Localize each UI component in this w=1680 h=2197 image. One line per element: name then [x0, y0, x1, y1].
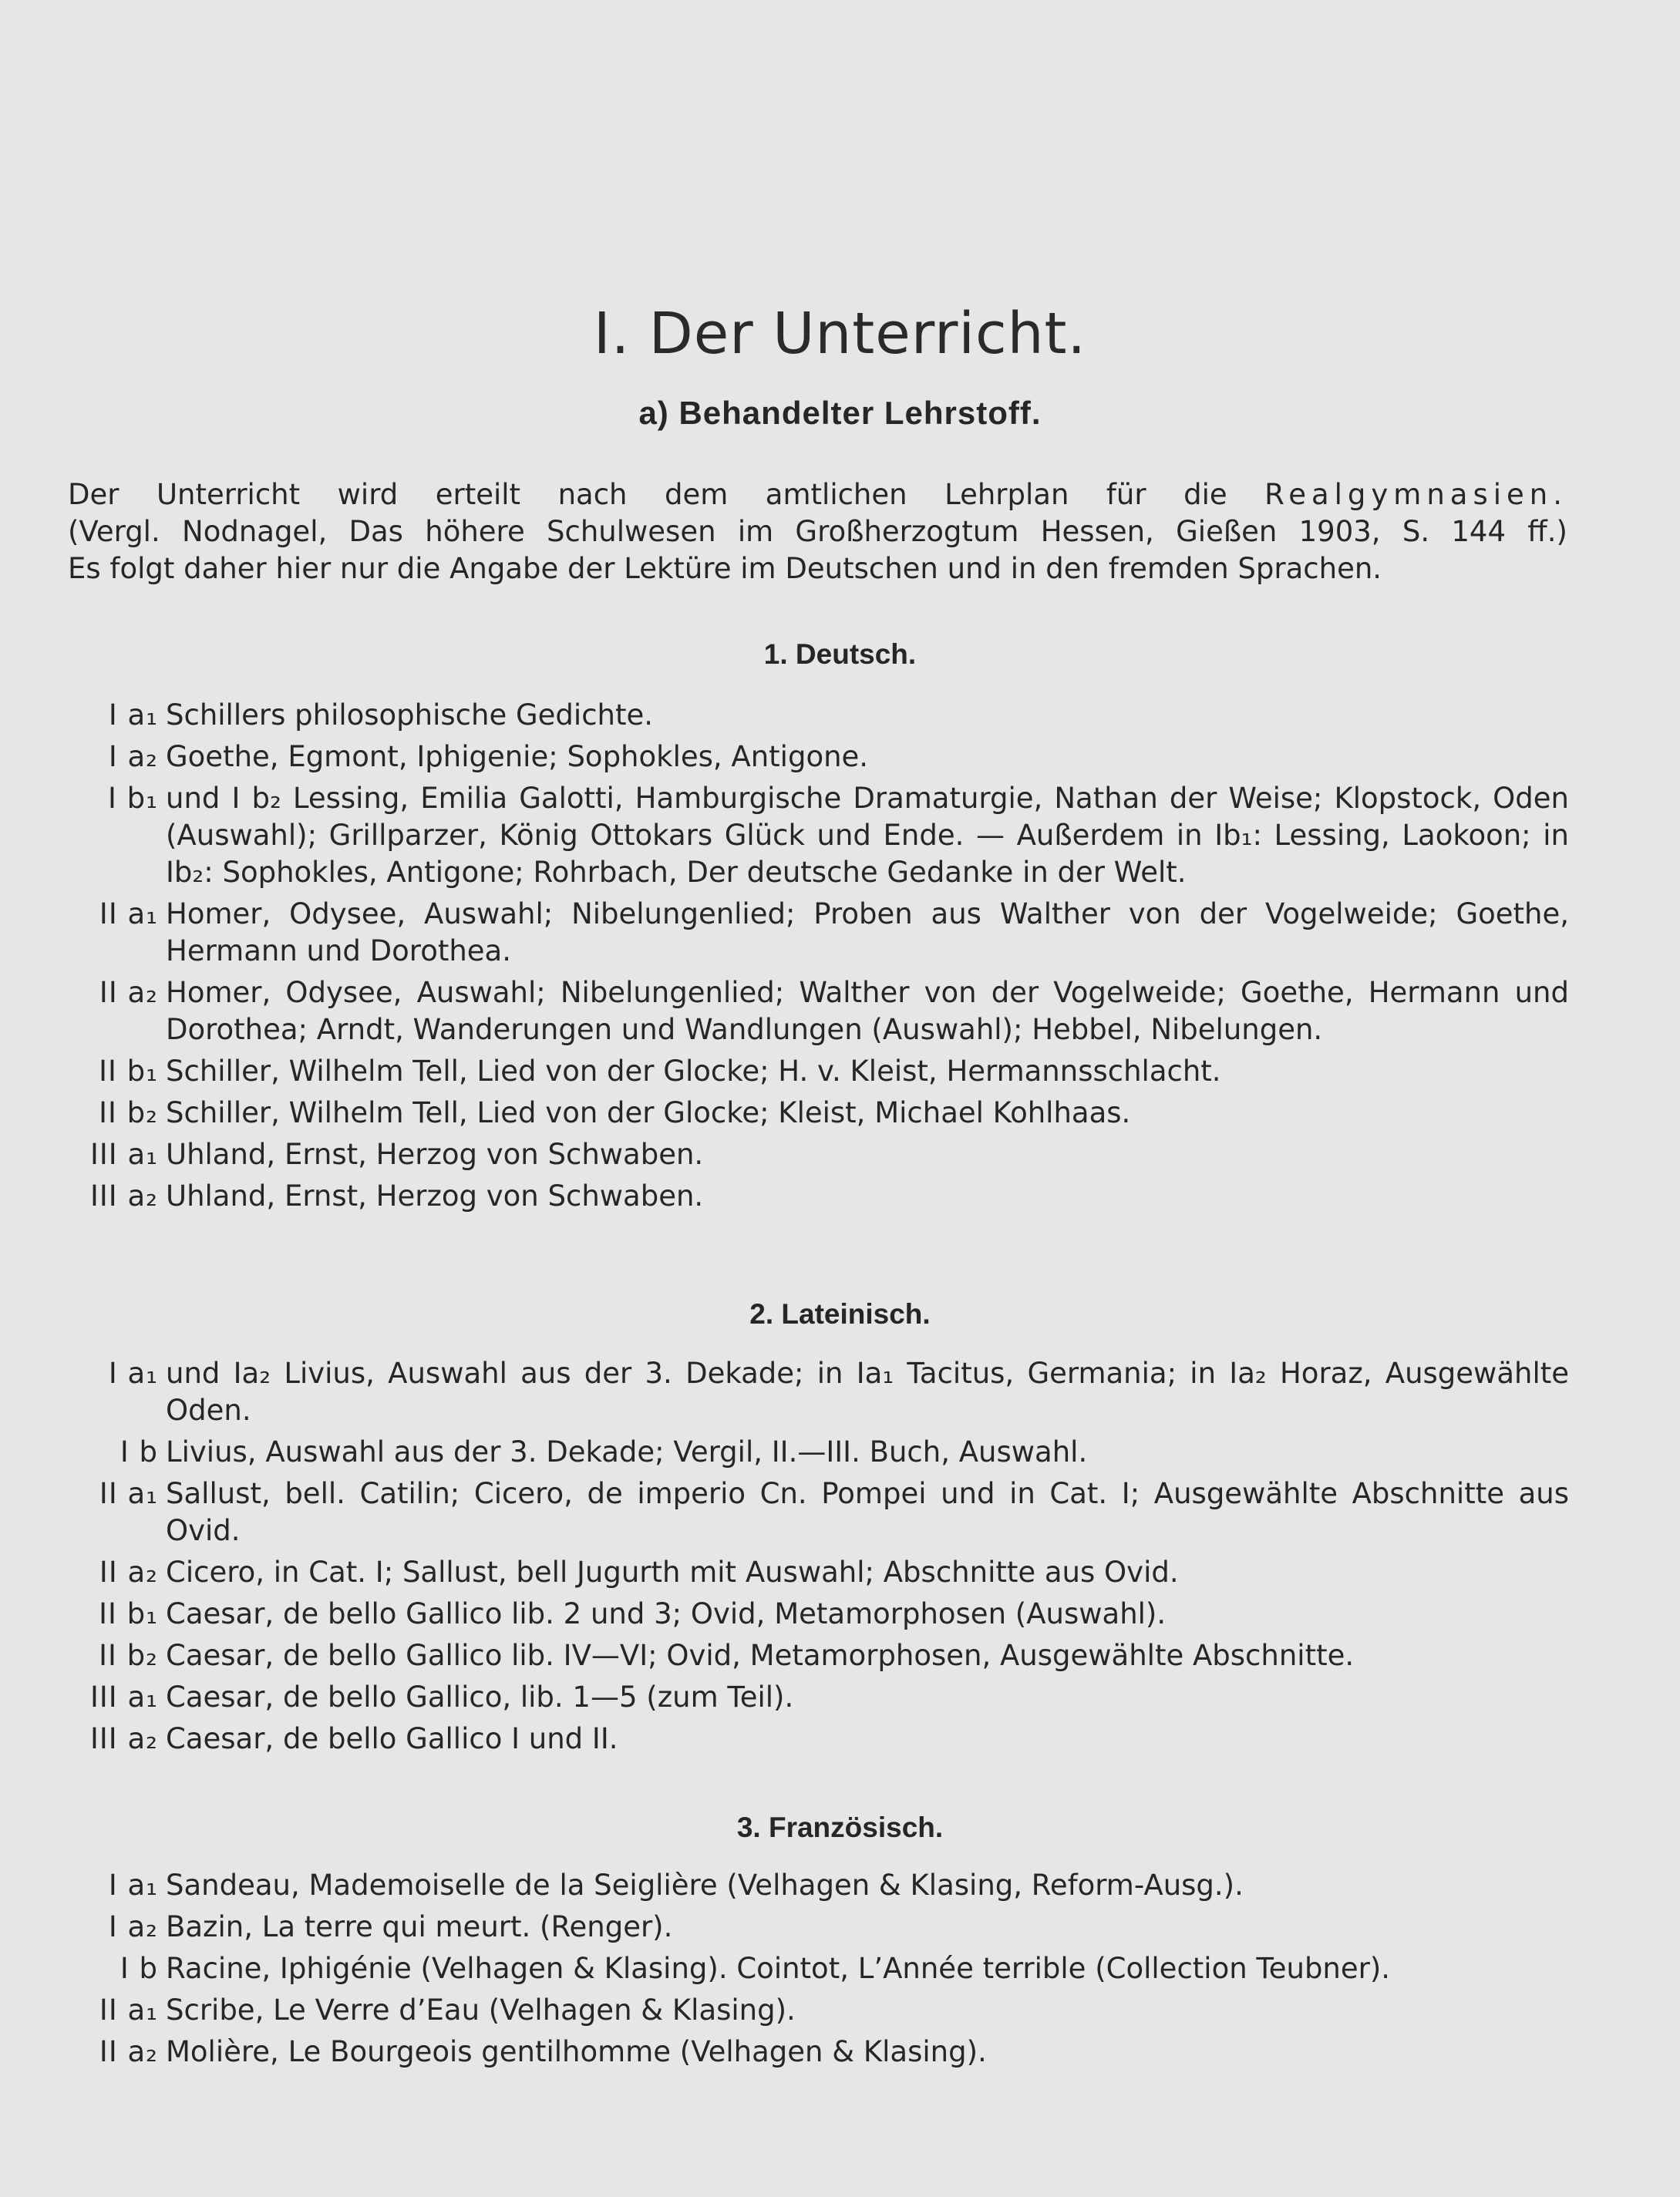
list-item [77, 739, 1569, 776]
list-item [77, 1178, 1569, 1215]
class-label: III a₁ [89, 1681, 158, 1714]
intro-line-1: Der Unterricht wird erteilt nach dem amtlichen Lehrplan für die Realgymnasien. [68, 478, 1567, 511]
section-heading-lateinisch: 2. Lateinisch. [749, 1298, 931, 1330]
class-label: II b₂ [99, 1639, 158, 1672]
class-label: I a₁ [108, 698, 158, 732]
entry-text: Caesar, de bello Gallico lib. 2 und 3; Ovid, Metamorphosen (Auswahl). [166, 1597, 1167, 1630]
entry-text: Caesar, de bello Gallico, lib. 1—5 (zum Teil). [166, 1681, 794, 1714]
list-item [77, 1434, 1569, 1471]
entry-text: und I b₂ Lessing, Emilia Galotti, Hamburgische Dramaturgie, Nathan der Weise; Klopstock, Oden (Auswahl); Grillparzer, König Ottokars Glück und Ende. — Außerdem in Ib₁: Lessing, Laokoon; in Ib₂: Sophokles, Antigone; Rohrbach, Der deutsche Gedanke in der Welt. [166, 782, 1569, 889]
entries-deutsch [77, 697, 1569, 1220]
list-item [77, 780, 1569, 891]
entry-text: Uhland, Ernst, Herzog von Schwaben. [166, 1138, 704, 1171]
list-item [77, 1095, 1569, 1132]
class-label: I b [120, 1435, 158, 1469]
entry-text: Schiller, Wilhelm Tell, Lied von der Glocke; Kleist, Michael Kohlhaas. [166, 1096, 1131, 1129]
class-label: II a₂ [99, 2035, 158, 2068]
spaced-term: Realgymnasien. [1264, 478, 1567, 511]
entry-text: und Ia₂ Livius, Auswahl aus der 3. Dekade; in Ia₁ Tacitus, Germania; in Ia₂ Horaz, Ausgewählte Oden. [166, 1357, 1569, 1427]
class-label: II a₂ [99, 976, 158, 1009]
class-label: III a₂ [89, 1179, 158, 1213]
entry-text: Caesar, de bello Gallico I und II. [166, 1722, 618, 1755]
list-item [77, 1950, 1569, 1987]
class-label: II a₂ [99, 1556, 158, 1589]
entry-text: Goethe, Egmont, Iphigenie; Sophokles, Antigone. [166, 740, 869, 773]
list-item [77, 1053, 1569, 1090]
list-item [77, 1992, 1569, 2029]
list-item [77, 1136, 1569, 1173]
class-label: III a₂ [89, 1722, 158, 1755]
list-item [77, 1554, 1569, 1591]
entry-text: Cicero, in Cat. I; Sallust, bell Jugurth mit Auswahl; Abschnitte aus Ovid. [166, 1556, 1179, 1589]
class-label: II b₁ [99, 1055, 158, 1088]
page-subtitle: a) Behandelter Lehrstoff. [638, 395, 1042, 431]
class-label: II a₁ [99, 1993, 158, 2027]
entry-text: Racine, Iphigénie (Velhagen & Klasing). Cointot, L’Année terrible (Collection Teubner). [166, 1952, 1391, 1985]
list-item [77, 1721, 1569, 1758]
entry-text: Bazin, La terre qui meurt. (Renger). [166, 1910, 673, 1943]
class-label: I a₂ [108, 740, 158, 773]
list-item [77, 1909, 1569, 1946]
list-item [77, 697, 1569, 734]
intro-paragraph [68, 476, 1567, 587]
class-label: II b₂ [99, 1096, 158, 1129]
list-item [77, 1867, 1569, 1904]
intro-line-2: (Vergl. Nodnagel, Das höhere Schulwesen im Großherzogtum Hessen, Gießen 1903, S. 144 ff.) [68, 515, 1567, 548]
entry-text: Uhland, Ernst, Herzog von Schwaben. [166, 1179, 704, 1213]
entry-text: Schillers philosophische Gedichte. [166, 698, 654, 732]
list-item [77, 2034, 1569, 2071]
intro-line-3: Es folgt daher hier nur die Angabe der Lektüre im Deutschen und in den fremden Sprachen. [68, 552, 1382, 585]
entry-text: Caesar, de bello Gallico lib. IV—VI; Ovid, Metamorphosen, Ausgewählte Abschnitte. [166, 1639, 1355, 1672]
entry-text: Homer, Odysee, Auswahl; Nibelungenlied; Proben aus Walther von der Vogelweide; Goethe, Hermann und Dorothea. [166, 897, 1569, 967]
class-label: I b [120, 1952, 158, 1985]
entry-text: Molière, Le Bourgeois gentilhomme (Velhagen & Klasing). [166, 2035, 987, 2068]
class-label: I a₁ [108, 1357, 158, 1390]
entries-lateinisch [77, 1355, 1569, 1762]
section-heading-franzoesisch: 3. Französisch. [736, 1812, 944, 1843]
list-item [77, 1679, 1569, 1716]
class-label: II b₁ [99, 1597, 158, 1630]
entry-text: Livius, Auswahl aus der 3. Dekade; Vergil, II.—III. Buch, Auswahl. [166, 1435, 1088, 1469]
entry-text: Schiller, Wilhelm Tell, Lied von der Glocke; H. v. Kleist, Hermannsschlacht. [166, 1055, 1221, 1088]
list-item [77, 1596, 1569, 1633]
entry-text: Homer, Odysee, Auswahl; Nibelungenlied; Walther von der Vogelweide; Goethe, Hermann und Dorothea; Arndt, Wanderungen und Wandlungen (Auswahl); Hebbel, Nibelungen. [166, 976, 1569, 1046]
list-item [77, 974, 1569, 1048]
class-label: II a₁ [99, 897, 158, 930]
list-item [77, 1475, 1569, 1549]
class-label: III a₁ [89, 1138, 158, 1171]
entries-franzoesisch [77, 1867, 1569, 2075]
page-title: I. Der Unterricht. [593, 301, 1087, 367]
entry-text: Sallust, bell. Catilin; Cicero, de imperio Cn. Pompei und in Cat. I; Ausgewählte Abschnitte aus Ovid. [166, 1477, 1569, 1547]
class-label: I b₁ [108, 782, 158, 815]
class-label: II a₁ [99, 1477, 158, 1510]
list-item [77, 1355, 1569, 1429]
section-heading-deutsch: 1. Deutsch. [763, 638, 917, 670]
class-label: I a₂ [108, 1910, 158, 1943]
class-label: I a₁ [108, 1869, 158, 1902]
entry-text: Scribe, Le Verre d’Eau (Velhagen & Klasing). [166, 1993, 796, 2027]
list-item [77, 896, 1569, 970]
entry-text: Sandeau, Mademoiselle de la Seiglière (Velhagen & Klasing, Reform-Ausg.). [166, 1869, 1244, 1902]
list-item [77, 1637, 1569, 1674]
